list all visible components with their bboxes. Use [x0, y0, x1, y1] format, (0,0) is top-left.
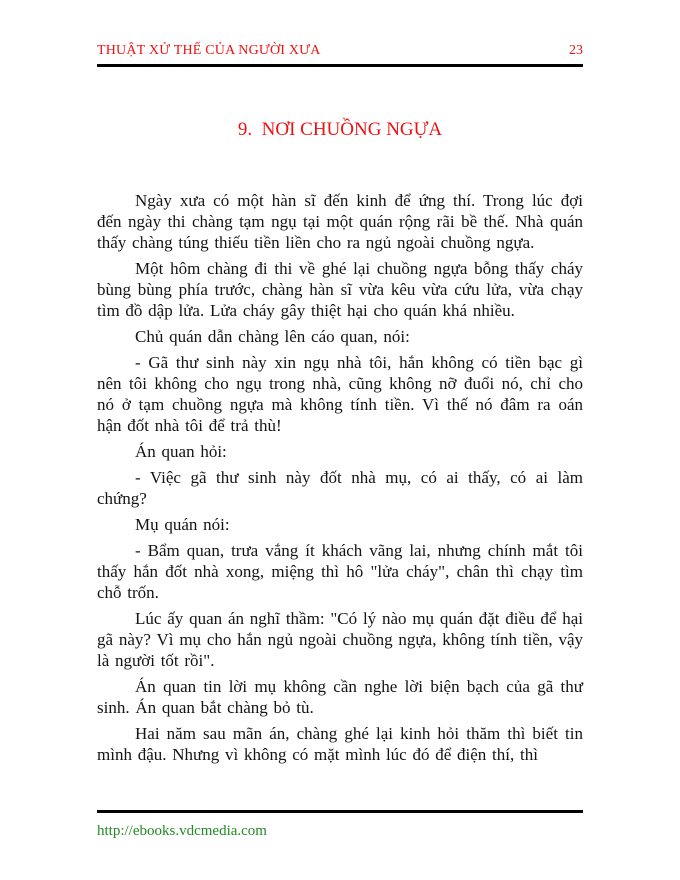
- paragraph: Ngày xưa có một hàn sĩ đến kinh để ứng thí. Trong lúc đợi đến ngày thi chàng tạm ngụ tại một quán rộng rãi bề thế. Nhà quán thấy chàng túng thiếu tiền liền cho ra ngủ ngoài chuồng ngựa.: [97, 191, 583, 252]
- paragraph: Án quan hỏi:: [135, 442, 227, 461]
- footer-url-link[interactable]: http://ebooks.vdcmedia.com: [97, 823, 267, 839]
- running-title: THUẬT XỬ THẾ CỦA NGƯỜI XƯA: [97, 43, 321, 58]
- page-number: 23: [569, 43, 583, 58]
- paragraph: - Việc gã thư sinh này đốt nhà mụ, có ai thấy, có ai làm chứng?: [97, 468, 583, 508]
- paragraph: Một hôm chàng đi thi về ghé lại chuồng ngựa bỗng thấy cháy bùng bùng phía trước, chàng hàn sĩ vừa kêu vừa cứu lửa, vừa chạy tìm đồ dập lửa. Lửa cháy gây thiệt hại cho quán khá nhiều.: [97, 259, 583, 320]
- paragraph: - Gã thư sinh này xin ngụ nhà tôi, hắn không có tiền bạc gì nên tôi không cho ngụ trong nhà, cũng không nỡ đuổi nó, chỉ cho nó ở tạm chuồng ngựa mà không tính tiền. Vì thế nó đâm ra oán hận đốt nhà tôi để trả thù!: [97, 353, 583, 435]
- paragraph: Mụ quán nói:: [135, 515, 230, 534]
- chapter-title: 9. NƠI CHUỒNG NGỰA: [237, 119, 443, 140]
- paragraph: Hai năm sau mãn án, chàng ghé lại kinh hỏi thăm thì biết tin mình đậu. Nhưng vì không có mặt mình lúc đó để điện thí, thì: [97, 724, 583, 764]
- paragraph: - Bẩm quan, trưa vắng ít khách vãng lai, nhưng chính mắt tôi thấy hắn đốt nhà xong, miệng thì hô "lửa cháy", chân thì chạy tìm chỗ trốn.: [97, 541, 583, 602]
- story-body: [97, 190, 583, 765]
- paragraph: Lúc ấy quan án nghĩ thầm: "Có lý nào mụ quán đặt điều để hại gã này? Vì mụ cho hắn ngủ ngoài chuồng ngựa, không tính tiền, vậy là người tốt rồi".: [97, 609, 583, 670]
- paragraph: Án quan tin lời mụ không cần nghe lời biện bạch của gã thư sinh. Án quan bắt chàng bỏ tù.: [97, 677, 583, 717]
- page-header: [97, 43, 583, 67]
- paragraph: Chủ quán dẫn chàng lên cáo quan, nói:: [135, 327, 410, 346]
- page-footer: [97, 810, 583, 840]
